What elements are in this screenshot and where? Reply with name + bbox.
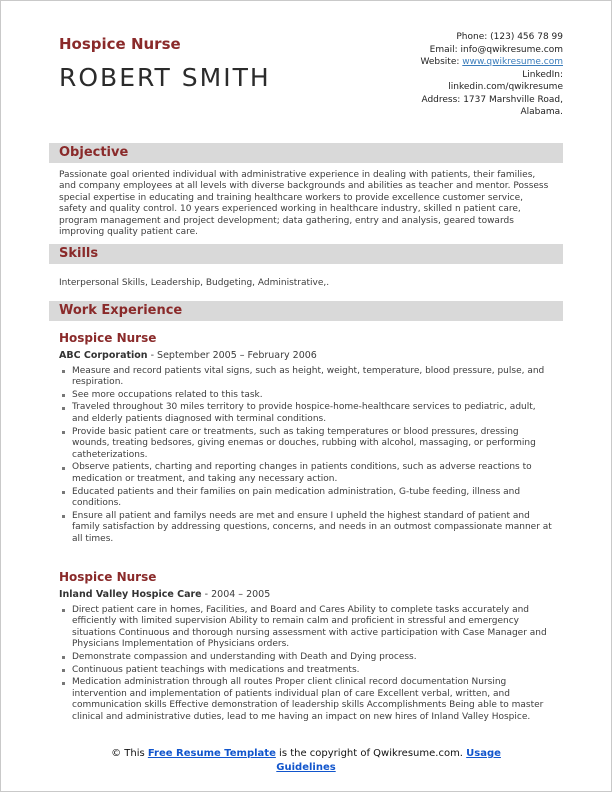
job-period: - September 2005 – February 2006 xyxy=(150,349,317,361)
contact-block xyxy=(383,31,563,119)
job-entry-2 xyxy=(49,570,563,724)
bullet-item: See more occupations related to this task. xyxy=(59,390,553,402)
resume-role-title: Hospice Nurse xyxy=(59,35,181,53)
objective-text: Passionate goal oriented individual with administrative experience in dealing with patients, their families, and company employees at all levels with diverse backgrounds and abilities as teacher and mentor. Possess special expertise in educating and training healthcare workers to provide excellence customer service, safety and quality control. 10 years experienced working in healthcare industry, skilled n patient care, program management and project development; data gathering, entry and analysis, geared towards improving quality patient care. xyxy=(59,169,549,238)
job-company: ABC Corporation xyxy=(59,349,148,361)
job-period: - 2004 – 2005 xyxy=(204,588,271,600)
bullet-item: Observe patients, charting and reporting changes in patients conditions, such as adverse reactions to medication or treatment, and taking any necessary action. xyxy=(59,462,553,485)
bullet-item: Medication administration through all routes Proper client clinical record documentation Nursing intervention and implementation of patients individual plan of care Excellent verbal, written, and communication skills Effective demonstration of leadership skills Accomplishments Being able to master clinical and administrative duties, lead to me having an impact on new hires of Inland Valley Hospice. xyxy=(59,677,553,723)
job-meta xyxy=(59,589,553,600)
bullet-item: Provide basic patient care or treatments, such as taking temperatures or blood pressures, dressing wounds, treating bedsores, giving enemas or douches, rubbing with alcohol, massaging, or performing catheterizations. xyxy=(59,427,553,462)
contact-linkedin-value: linkedin.com/qwikresume xyxy=(448,82,563,92)
candidate-name: ROBERT SMITH xyxy=(59,63,271,92)
bullet-item: Measure and record patients vital signs, such as height, weight, temperature, blood pressure, pulse, and respiration. xyxy=(59,366,553,389)
skills-text: Interpersonal Skills, Leadership, Budgeting, Administrative,. xyxy=(59,278,330,289)
bullet-item: Ensure all patient and familys needs are met and ensure I upheld the highest standard of patient and family satisfaction by addressing questions, concerns, and needs in an outmost compassionate manner at all times. xyxy=(59,511,553,546)
bullet-item: Traveled throughout 30 miles territory to provide hospice-home-healthcare services to pediatric, adult, and elderly patients diagnosed with terminal conditions. xyxy=(59,402,553,425)
website-link[interactable]: www.qwikresume.com xyxy=(462,57,563,67)
job-title: Hospice Nurse xyxy=(59,330,157,345)
footer-copyright-middle: is the copyright of Qwikresume.com. xyxy=(275,748,467,759)
bullet-item: Direct patient care in homes, Facilities, and Board and Cares Ability to complete tasks accurately and efficiently with limited supervision Ability to remain calm and proficient in stressful and emergency situations Continuous and thorough nursing assessment with active participation with Case Manager and Physicians Implementation of Physicians orders. xyxy=(59,605,553,651)
footer-text xyxy=(84,747,529,775)
contact-email: Email: info@qwikresume.com xyxy=(429,44,563,55)
objective-heading: Objective xyxy=(49,143,563,163)
contact-website-label: Website: xyxy=(420,57,463,67)
page-footer xyxy=(49,747,563,777)
job-entry-1 xyxy=(49,331,563,546)
job-bullet-list xyxy=(59,366,553,546)
work-experience-section xyxy=(49,290,563,725)
bullet-item: Demonstrate compassion and understanding with Death and Dying process. xyxy=(59,652,553,664)
contact-address-line2: Alabama. xyxy=(520,107,563,117)
bullet-item: Educated patients and their families on pain medication administration, G-tube feeding, illness and conditions. xyxy=(59,487,553,510)
header-left xyxy=(49,31,271,92)
objective-section xyxy=(49,143,563,240)
contact-linkedin-label: LinkedIn: xyxy=(522,69,563,80)
skills-heading: Skills xyxy=(49,244,563,264)
job-bullet-list xyxy=(59,605,553,724)
contact-website-line xyxy=(383,56,563,69)
skills-section xyxy=(49,239,563,290)
work-experience-heading: Work Experience xyxy=(49,301,563,321)
contact-address-line1: Address: 1737 Marshville Road, xyxy=(421,94,563,105)
footer-copyright-prefix: © This xyxy=(111,748,148,759)
resume-header xyxy=(49,31,563,119)
job-company: Inland Valley Hospice Care xyxy=(59,588,202,600)
usage-guidelines-link[interactable]: Usage Guidelines xyxy=(276,748,501,773)
contact-phone: Phone: (123) 456 78 99 xyxy=(456,32,563,42)
job-title: Hospice Nurse xyxy=(59,569,157,584)
free-resume-template-link[interactable]: Free Resume Template xyxy=(147,748,276,759)
bullet-item: Continuous patient teachings with medications and treatments. xyxy=(59,665,553,677)
job-meta xyxy=(59,350,553,361)
